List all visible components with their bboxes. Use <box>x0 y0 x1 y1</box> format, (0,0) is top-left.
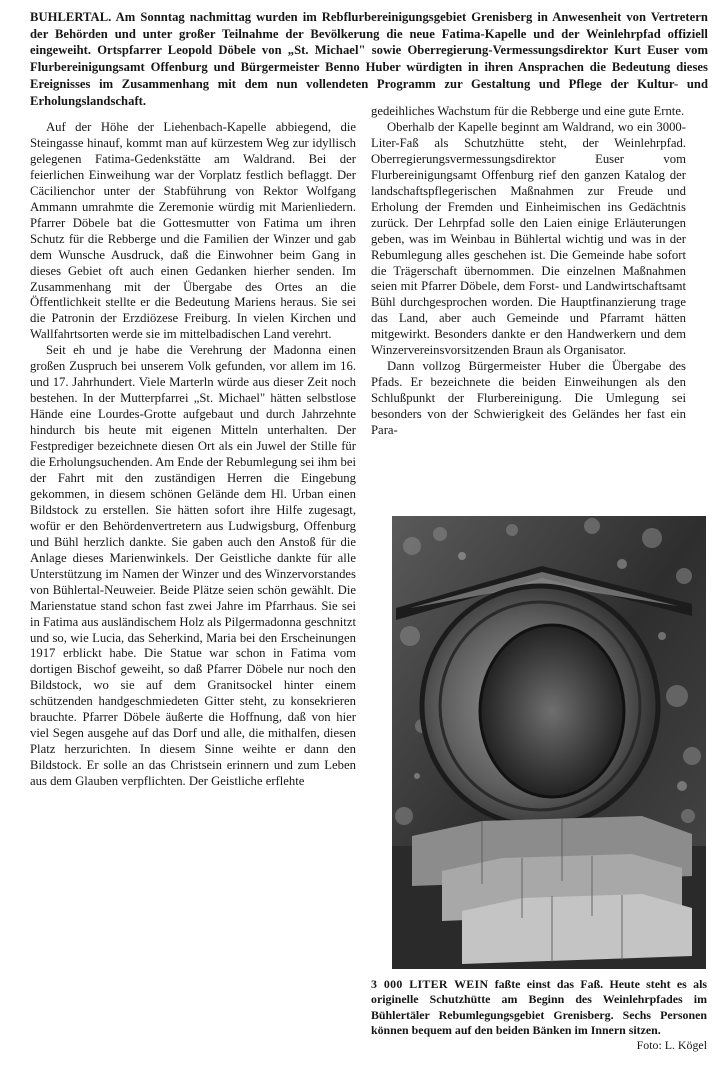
photo-caption <box>371 977 707 1053</box>
left-column <box>30 120 356 790</box>
right-column <box>371 104 686 439</box>
paragraph: Oberhalb der Kapelle beginnt am Waldrand, wo ein 3000-Liter-Faß als Schutzhütte steht, der Weinlehrpfad. Oberregierungsvermessungsdirektor Euser vom Flurbereinigungsamt Offenburg rief den ganzen Katalog der landschaftspflegerischen Maßnahmen zur Freude und Erholung der Fremden und Einheimischen ins Gedächtnis zurück. Der Lehrpfad solle den Laien einige Erläuterungen geben, was im Weinbau in Bühlertal wichtig und was in der Rebumlegung alles geschehen ist. Die Gemeinde habe sofort die Trägerschaft übernommen. Die einzelnen Maßnahmen seien mit Pfarrer Döbele, dem Forst- und Landwirtschaftsamt Bühl durchgesprochen worden. Die Hauptfinanzierung trage das Land, aber auch Gemeinde und Pfarramt hätten mitgewirkt. Besonders dankte er den Handwerkern und dem Winzervereinsvorsitzenden Braun als Organisator. <box>371 119 686 358</box>
caption-text: faßte einst das Faß. Heute steht es als originelle Schutzhütte am Beginn des Weinlehrpfades im Bühlertäler Rebumlegungsgebiet Grenisberg. Sechs Personen können bequem auf den beiden Bänken im Innern sitzen. <box>371 977 708 1037</box>
paragraph: Dann vollzog Bürgermeister Huber die Übergabe des Pfads. Er bezeichnete die beiden Einweihungen als den Schlußpunkt der Flurbereinigung. Die Umlegung sei besonders von der Schwierigkeit des Geländes her fast ein Para- <box>371 359 686 438</box>
photo-credit: Foto: L. Kögel <box>636 1038 707 1053</box>
dateline: BUHLERTAL. <box>30 10 112 24</box>
article-lead <box>30 9 708 109</box>
paragraph: Auf der Höhe der Liehenbach-Kapelle abbiegend, die Steingasse hinauf, kommt man auf kürzestem Weg zur idyllisch gelegenen Fatima-Gedenkstätte am Waldrand. Bei der feierlichen Einweihung war der Vorplatz festlich beflaggt. Der Cäcilienchor unter der Stabführung von Rektor Wolfgang Ammann umrahmte die Zeremonie würdig mit Marienliedern. Pfarrer Döbele bat die Gottesmutter von Fatima um ihren Schutz für die Rebberge und die Familien der Winzer und gab dem Wunsche Ausdruck, daß die Einwohner beim Gang in dieses Gebiet oft auch einen Gedanken hierher senden. Im Zusammenhang mit der Übergabe des Ortes an die Öffentlichkeit stellte er die Bedeutung Mariens heraus. Sie sei die Patronin der Erzdiözese Freiburg. In vielen Kirchen und Wallfahrtsorten werde sie im mittelbadischen Land verehrt. <box>30 120 356 342</box>
paragraph: Seit eh und je habe die Verehrung der Madonna einen großen Zuspruch bei unserem Volk gefunden, vor allem im 16. und 17. Jahrhundert. Viele Marterln würde aus dieser Zeit noch bestehen. In der Mutterpfarrei „St. Michael" hätten selbstlose Hände eine Lourdes-Grotte aufgebaut und durch Jahrzehnte hindurch bis heute mit eigenen Mitteln unterhalten. Der Festprediger bezeichnete diesen Ort als ein Juwel der Stille für die Erholungsuchenden. Am Ende der Rebumlegung sei ihm bei der Fahrt mit den zuständigen Herren die Eingebung gekommen, in diesem schönen Gelände dem Hl. Urban einen Bildstock zu erstellen. Sie hätten sofort ihre Hilfe zugesagt, wofür er den Behördenvertretern aus Ludwigsburg, Offenburg und Bühl herzlich dankte. Sie gaben auch den Anstoß für die Anlage dieses Marienwinkels. Der Geistliche dankte für alle Unterstützung im Namen der Winzer und des Winzervorstandes von Bühlertal-Neuweier. Beide Plätze seien schön gewählt. Die Marienstatue stand schon fast zwei Jahre im Pfarrhaus. Sie sei in Fatima aus ausländischem Holz als Pilgermadonna geschnitzt und so, wie Lucia, das Seherkind, Maria bei den Erscheinungen 1917 erblickt habe. Die Statue war schon in Fatima vom dortigen Bischof geweiht, so daß Pfarrer Döbele nur noch den Bildstock, wo sie auf dem Granitsockel hinter einem schützenden handgeschmiedeten Gitter steht, zu konsekrieren brauchte. Pfarrer Döbele äußerte die Hoffnung, daß von hier viel Segen ausgehe auf das Dorf und alle, die mithalfen, diesen Platz herzurichten. In diesem Sinne weihte er dann den Bildstock. Er solle an das Christsein erinnern und zum Leben aus dem Glauben verpflichten. Der Geistliche erflehte <box>30 343 356 789</box>
caption-lead: 3 000 LITER WEIN <box>371 977 489 991</box>
lead-text: Am Sonntag nachmittag wurden im Rebflurbereinigungsgebiet Grenisberg in Anwesenheit von Vertretern der Behörden und unter großer Teilnahme der Bevölkerung die neue Fatima-Kapelle und der Weinlehrpfad offiziell eingeweiht. Ortspfarrer Leopold Döbele von „St. Michael" sowie Oberregierung-Vermessungsdirektor Kurt Euser vom Flurbereinigungsamt Offenburg und Bürgermeister Benno Huber würdigten in ihren Ansprachen die Bedeutung dieses Ereignisses im Zusammenhang mit dem nun vollendeten Programm zur Gestaltung und Pflege der Kultur- und Erholungslandschaft. <box>30 10 708 108</box>
paragraph: gedeihliches Wachstum für die Rebberge und eine gute Ernte. <box>371 104 685 118</box>
barrel-shelter-photo <box>392 516 706 969</box>
